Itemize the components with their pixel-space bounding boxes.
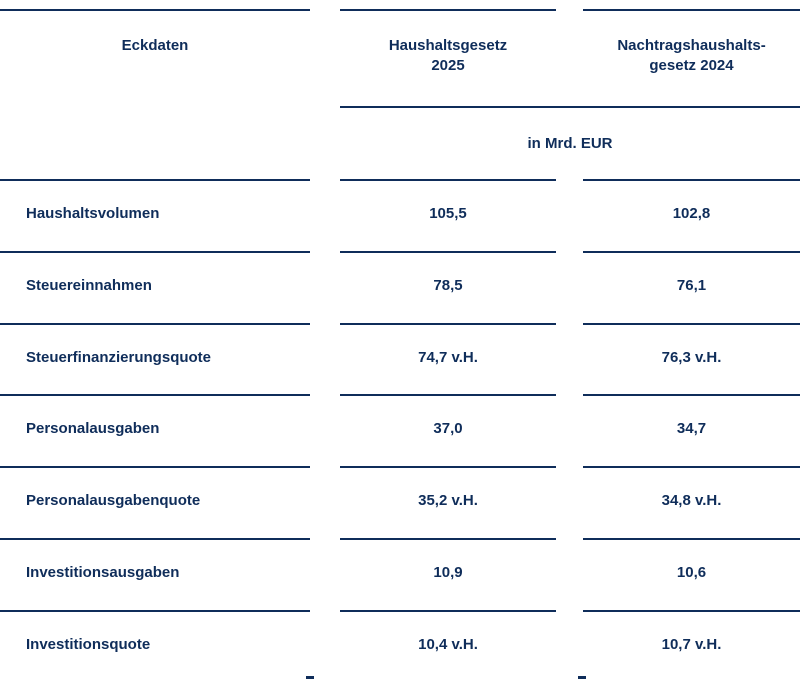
row-label: Personalausgabenquote xyxy=(26,492,201,509)
header-nachtrag-line2: gesetz 2024 xyxy=(649,57,734,74)
header-nachtragshaushaltsgesetz-2024 xyxy=(583,36,800,76)
row-value-2025: 10,9 xyxy=(433,564,463,581)
row-label: Investitionsquote xyxy=(26,636,151,653)
top-rule-col2 xyxy=(583,9,800,11)
row-label: Steuereinnahmen xyxy=(26,277,152,294)
row-value-2025: 35,2 v.H. xyxy=(418,492,478,509)
row-value-2024: 102,8 xyxy=(672,205,711,222)
row-rule-col2 xyxy=(583,394,800,396)
row-rule-col0 xyxy=(0,251,310,253)
unit-label: in Mrd. EUR xyxy=(527,135,613,152)
header-haushaltsgesetz-2025 xyxy=(340,36,556,76)
row-rule-col1 xyxy=(340,610,556,612)
row-rule-col2 xyxy=(583,466,800,468)
header-haushaltsgesetz-line1: Haushaltsgesetz xyxy=(388,37,508,54)
row-value-2024: 10,7 v.H. xyxy=(661,636,722,653)
row-value-2025: 10,4 v.H. xyxy=(418,636,478,653)
row-value-2024: 34,7 xyxy=(676,420,707,437)
row-label: Haushaltsvolumen xyxy=(26,205,160,222)
row-rule-col1 xyxy=(340,179,556,181)
row-rule-col1 xyxy=(340,466,556,468)
row-rule-col1 xyxy=(340,394,556,396)
row-value-2025: 105,5 xyxy=(429,205,467,222)
row-value-2024: 76,1 xyxy=(676,277,707,294)
row-value-2025: 74,7 v.H. xyxy=(418,349,478,366)
row-rule-col1 xyxy=(340,251,556,253)
row-rule-col2 xyxy=(583,538,800,540)
header-haushaltsgesetz-line2: 2025 xyxy=(431,57,465,74)
unit-rule xyxy=(340,106,800,108)
top-rule-col0 xyxy=(0,9,310,11)
row-rule-col2 xyxy=(583,610,800,612)
header-nachtrag-line1: Nachtragshaushalts- xyxy=(617,37,766,54)
row-value-2024: 76,3 v.H. xyxy=(661,349,722,366)
row-rule-col1 xyxy=(340,538,556,540)
row-label: Personalausgaben xyxy=(26,420,160,437)
row-rule-col2 xyxy=(583,251,800,253)
row-rule-col0 xyxy=(0,323,310,325)
row-value-2025: 78,5 xyxy=(433,277,463,294)
row-rule-col0 xyxy=(0,538,310,540)
top-rule-col1 xyxy=(340,9,556,11)
row-rule-col0 xyxy=(0,394,310,396)
row-label: Steuerfinanzierungsquote xyxy=(26,349,212,366)
row-rule-col0 xyxy=(0,610,310,612)
row-value-2025: 37,0 xyxy=(433,420,463,437)
header-eckdaten: Eckdaten xyxy=(121,37,189,54)
row-value-2024: 34,8 v.H. xyxy=(661,492,722,509)
row-rule-col2 xyxy=(583,179,800,181)
row-label: Investitionsausgaben xyxy=(26,564,180,581)
row-rule-col1 xyxy=(340,323,556,325)
row-value-2024: 10,6 xyxy=(676,564,707,581)
row-rule-col2 xyxy=(583,323,800,325)
row-rule-col0 xyxy=(0,466,310,468)
row-rule-col0 xyxy=(0,179,310,181)
